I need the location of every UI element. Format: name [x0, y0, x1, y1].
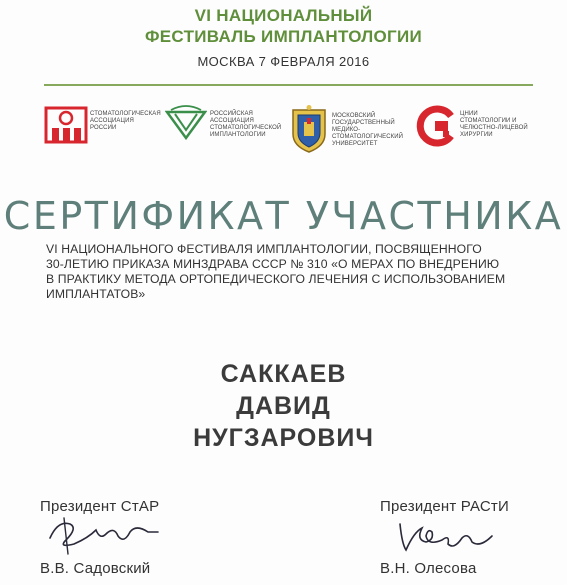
- description-line: В ПРАКТИКУ МЕТОДА ОРТОПЕДИЧЕСКОГО ЛЕЧЕНИЯ С ИСПОЛЬЗОВАНИЕМ: [46, 272, 506, 286]
- right-signatory-name: В.Н. Олесова: [380, 560, 477, 577]
- header-divider: [44, 84, 533, 86]
- rasti-emblem-icon: [165, 104, 207, 140]
- right-signature-mark: [392, 510, 502, 558]
- recipient-patronymic: НУГЗАРОВИЧ: [193, 424, 374, 452]
- description-line: 30-ЛЕТИЮ ПРИКАЗА МИНЗДРАВА СССР № 310 «О МЕРАХ ПО ВНЕДРЕНИЮ: [46, 257, 500, 271]
- star-logo: [44, 104, 160, 158]
- event-date: МОСКВА 7 ФЕВРАЛЯ 2016: [197, 54, 370, 69]
- left-signature-mark: [44, 510, 164, 560]
- certificate-title: СЕРТИФИКАТ УЧАСТНИКА: [3, 194, 564, 238]
- rasti-logo: [165, 104, 283, 158]
- crest-icon: [289, 104, 329, 154]
- left-signatory-name: В.В. Садовский: [40, 560, 151, 577]
- rasti-logo-text: РОССИЙСКАЯ АССОЦИАЦИЯ СТОМАТОЛОГИЧЕСКОЙ ИМПЛАНТОЛОГИИ: [210, 111, 282, 138]
- certificate-description: [46, 242, 536, 302]
- recipient-surname: САККАЕВ: [220, 360, 347, 388]
- left-signatory-title: Президент СтАР: [40, 498, 160, 515]
- university-crest-text: МОСКОВСКИЙ ГОСУДАРСТВЕННЫЙ МЕДИКО- СТОМАТОЛОГИЧЕСКИЙ УНИВЕРСИТЕТ: [332, 113, 404, 147]
- cniis-logo: [413, 104, 535, 158]
- cniis-emblem-icon: [413, 104, 457, 148]
- star-emblem-icon: [44, 104, 88, 144]
- star-logo-text: СТОМАТОЛОГИЧЕСКАЯ АССОЦИАЦИЯ РОССИИ: [90, 111, 161, 131]
- right-signatory-title: Президент РАСтИ: [380, 498, 509, 515]
- header-line-2: ФЕСТИВАЛЬ ИМПЛАНТОЛОГИИ: [144, 27, 423, 46]
- header-line-1: VI НАЦИОНАЛЬНЫЙ: [194, 6, 373, 25]
- description-line: VI НАЦИОНАЛЬНОГО ФЕСТИВАЛЯ ИМПЛАНТОЛОГИИ, ПОСВЯЩЕННОГО: [46, 242, 482, 256]
- recipient-first-name: ДАВИД: [236, 392, 331, 420]
- description-line: ИМПЛАНТАТОВ»: [46, 287, 146, 301]
- cniis-logo-text: ЦНИИ СТОМАТОЛОГИИ И ЧЕЛЮСТНО-ЛИЦЕВОЙ ХИРУРГИИ: [460, 111, 528, 138]
- university-crest: [289, 104, 409, 158]
